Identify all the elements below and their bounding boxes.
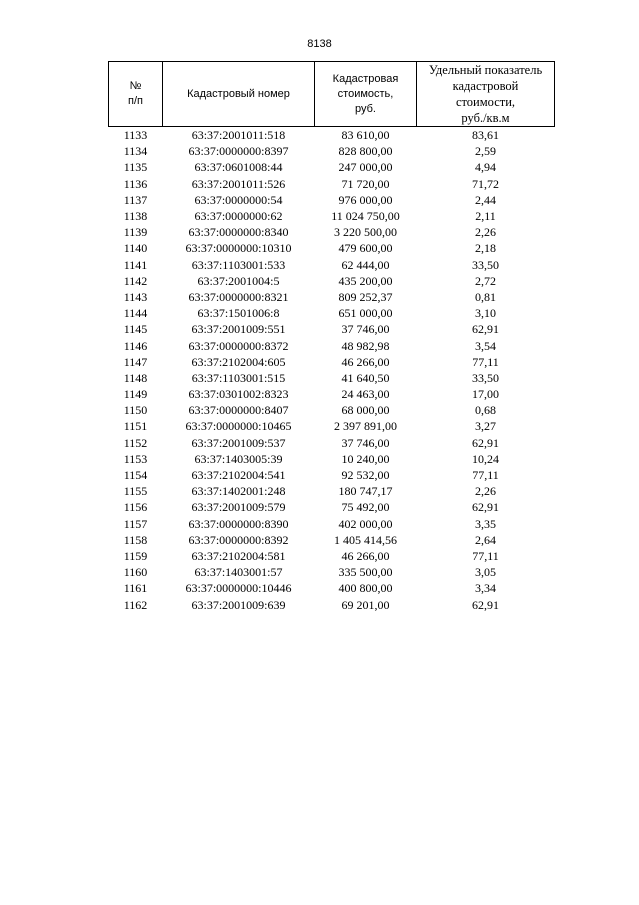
cell-cadastral-number: 63:37:2001004:5 <box>197 273 280 288</box>
cell-specific-value: 77,11 <box>472 548 499 563</box>
cell-number: 1162 <box>123 597 148 612</box>
cell-specific-value: 2,26 <box>475 225 496 240</box>
cell-number: 1140 <box>123 241 148 256</box>
cell-number: 1152 <box>123 435 148 450</box>
cell-cadastral-number: 63:37:0000000:8321 <box>188 289 289 304</box>
cell-specific-value: 62,91 <box>472 435 499 450</box>
header-row <box>109 62 555 127</box>
cell-cadastral-number: 63:37:0000000:10446 <box>185 581 292 596</box>
table-row <box>109 321 555 337</box>
table-row <box>109 143 555 159</box>
cell-specific-value: 2,18 <box>475 241 496 256</box>
table-row <box>109 224 555 240</box>
cell-cadastral-value: 48 982,98 <box>341 338 390 353</box>
table-body <box>109 127 555 613</box>
cell-cadastral-value: 400 800,00 <box>338 581 393 596</box>
cell-number: 1159 <box>123 548 148 563</box>
cell-number: 1133 <box>123 128 148 143</box>
cell-cadastral-number: 63:37:0301002:8323 <box>188 387 289 402</box>
cell-specific-value: 33,50 <box>472 370 499 385</box>
cell-cadastral-number: 63:37:2102004:541 <box>191 468 286 483</box>
cell-number: 1146 <box>123 338 148 353</box>
cell-cadastral-number: 63:37:2102004:605 <box>191 354 286 369</box>
table-row <box>109 516 555 532</box>
cell-number: 1153 <box>123 451 148 466</box>
cell-specific-value: 77,11 <box>472 468 499 483</box>
cell-number: 1134 <box>123 144 148 159</box>
cell-specific-value: 2,11 <box>475 209 496 224</box>
cell-specific-value: 2,26 <box>475 484 496 499</box>
cell-specific-value: 33,50 <box>472 257 499 272</box>
cell-cadastral-value: 651 000,00 <box>338 306 393 321</box>
table-row <box>109 354 555 370</box>
cell-specific-value: 3,35 <box>475 516 496 531</box>
cell-cadastral-number: 63:37:2001009:551 <box>191 322 286 337</box>
cell-cadastral-value: 41 640,50 <box>341 370 390 385</box>
cadastral-table <box>108 61 555 613</box>
table-row <box>109 240 555 256</box>
cell-cadastral-number: 63:37:0000000:8392 <box>188 532 289 547</box>
cell-number: 1136 <box>123 176 148 191</box>
cell-number: 1151 <box>123 419 148 434</box>
cell-number: 1160 <box>123 565 148 580</box>
cell-number: 1141 <box>123 257 148 272</box>
cell-number: 1156 <box>123 500 148 515</box>
cell-specific-value: 2,64 <box>475 532 496 547</box>
table-row <box>109 418 555 434</box>
page-number: 8138 <box>307 38 332 50</box>
cell-cadastral-number: 63:37:1403001:57 <box>194 565 283 580</box>
cell-cadastral-value: 69 201,00 <box>341 597 390 612</box>
cell-specific-value: 83,61 <box>472 128 499 143</box>
cell-specific-value: 62,91 <box>472 322 499 337</box>
cell-cadastral-value: 2 397 891,00 <box>334 419 397 434</box>
cell-cadastral-number: 63:37:0000000:8390 <box>188 516 289 531</box>
cell-number: 1138 <box>123 209 148 224</box>
cell-number: 1144 <box>123 306 148 321</box>
cell-specific-value: 0,68 <box>475 403 496 418</box>
header-cadastral-value: Кадастровая стоимость, руб. <box>315 62 417 127</box>
cell-cadastral-value: 11 024 750,00 <box>331 209 400 224</box>
cell-specific-value: 3,05 <box>475 565 496 580</box>
cell-specific-value: 62,91 <box>472 500 499 515</box>
cell-specific-value: 2,72 <box>475 273 496 288</box>
cell-number: 1158 <box>123 532 148 547</box>
table-row <box>109 580 555 596</box>
cell-cadastral-value: 37 746,00 <box>341 435 390 450</box>
table-row <box>109 483 555 499</box>
cell-specific-value: 62,91 <box>472 597 499 612</box>
cell-number: 1143 <box>123 289 148 304</box>
cell-cadastral-number: 63:37:0000000:8397 <box>188 144 289 159</box>
table-row <box>109 596 555 612</box>
cell-cadastral-value: 83 610,00 <box>341 128 390 143</box>
cell-cadastral-number: 63:37:0000000:62 <box>194 209 283 224</box>
cell-cadastral-number: 63:37:0000000:10310 <box>185 241 292 256</box>
cell-specific-value: 17,00 <box>472 387 499 402</box>
cell-number: 1150 <box>123 403 148 418</box>
cell-cadastral-number: 63:37:2001009:537 <box>191 435 286 450</box>
table-row <box>109 337 555 353</box>
cell-cadastral-value: 10 240,00 <box>341 451 390 466</box>
cell-cadastral-value: 828 800,00 <box>338 144 393 159</box>
cell-cadastral-value: 37 746,00 <box>341 322 390 337</box>
cell-specific-value: 71,72 <box>472 176 499 191</box>
cell-number: 1149 <box>123 387 148 402</box>
table-row <box>109 564 555 580</box>
cell-specific-value: 0,81 <box>475 289 496 304</box>
table-row <box>109 159 555 175</box>
cell-number: 1145 <box>123 322 148 337</box>
cell-cadastral-number: 63:37:2001011:526 <box>191 176 286 191</box>
cell-cadastral-value: 92 532,00 <box>341 468 390 483</box>
cell-cadastral-value: 247 000,00 <box>338 160 393 175</box>
table-header <box>109 62 555 127</box>
cell-cadastral-value: 71 720,00 <box>341 176 390 191</box>
cell-cadastral-number: 63:37:1103001:515 <box>191 370 286 385</box>
table-row <box>109 435 555 451</box>
cell-specific-value: 3,34 <box>475 581 496 596</box>
table-row <box>109 467 555 483</box>
table-row <box>109 289 555 305</box>
cell-number: 1147 <box>123 354 148 369</box>
cell-number: 1161 <box>123 581 148 596</box>
cell-specific-value: 10,24 <box>472 451 499 466</box>
cell-cadastral-value: 479 600,00 <box>338 241 393 256</box>
cell-number: 1135 <box>123 160 148 175</box>
cell-cadastral-value: 46 266,00 <box>341 548 390 563</box>
cell-cadastral-number: 63:37:2001009:579 <box>191 500 286 515</box>
cell-number: 1139 <box>123 225 148 240</box>
cell-cadastral-number: 63:37:2102004:581 <box>191 548 286 563</box>
cell-cadastral-number: 63:37:1403005:39 <box>194 451 283 466</box>
cell-cadastral-value: 180 747,17 <box>338 484 393 499</box>
cell-cadastral-number: 63:37:1402001:248 <box>191 484 286 499</box>
cell-cadastral-value: 3 220 500,00 <box>334 225 397 240</box>
cell-cadastral-value: 435 200,00 <box>338 273 393 288</box>
cell-cadastral-value: 62 444,00 <box>341 257 390 272</box>
table-row <box>109 176 555 192</box>
cell-specific-value: 3,10 <box>475 306 496 321</box>
cell-cadastral-value: 1 405 414,56 <box>334 532 397 547</box>
table-row <box>109 127 555 144</box>
cell-cadastral-number: 63:37:0000000:54 <box>194 192 283 207</box>
cell-cadastral-number: 63:37:0000000:8340 <box>188 225 289 240</box>
table-row <box>109 208 555 224</box>
cell-specific-value: 3,54 <box>475 338 496 353</box>
cell-number: 1154 <box>123 468 148 483</box>
cell-specific-value: 3,27 <box>475 419 496 434</box>
header-number: № п/п <box>109 62 163 127</box>
cell-number: 1142 <box>123 273 148 288</box>
cell-cadastral-value: 75 492,00 <box>341 500 390 515</box>
cell-cadastral-value: 46 266,00 <box>341 354 390 369</box>
table-row <box>109 257 555 273</box>
cell-cadastral-value: 402 000,00 <box>338 516 393 531</box>
table-row <box>109 548 555 564</box>
cell-specific-value: 77,11 <box>472 354 499 369</box>
cell-cadastral-value: 976 000,00 <box>338 192 393 207</box>
cell-cadastral-number: 63:37:0000000:8372 <box>188 338 289 353</box>
cell-specific-value: 4,94 <box>475 160 496 175</box>
table-row <box>109 386 555 402</box>
cell-number: 1157 <box>123 516 148 531</box>
cell-cadastral-number: 63:37:0000000:8407 <box>188 403 289 418</box>
table-row <box>109 499 555 515</box>
table-row <box>109 402 555 418</box>
table-row <box>109 532 555 548</box>
table-row <box>109 305 555 321</box>
table-row <box>109 273 555 289</box>
cell-cadastral-number: 63:37:1103001:533 <box>191 257 286 272</box>
cell-number: 1148 <box>123 370 148 385</box>
header-specific-value: Удельный показатель кадастровой стоимости, руб./кв.м <box>417 62 555 127</box>
cell-cadastral-value: 335 500,00 <box>338 565 393 580</box>
cell-cadastral-number: 63:37:1501006:8 <box>197 306 280 321</box>
cell-number: 1137 <box>123 192 148 207</box>
header-cadastral-number: Кадастровый номер <box>163 62 315 127</box>
cell-cadastral-number: 63:37:2001009:639 <box>191 597 286 612</box>
cell-number: 1155 <box>123 484 148 499</box>
cell-cadastral-number: 63:37:2001011:518 <box>191 128 286 143</box>
cell-specific-value: 2,44 <box>475 192 496 207</box>
table-row <box>109 192 555 208</box>
table-row <box>109 370 555 386</box>
table-row <box>109 451 555 467</box>
cell-cadastral-value: 24 463,00 <box>341 387 390 402</box>
cell-specific-value: 2,59 <box>475 144 496 159</box>
cell-cadastral-number: 63:37:0601008:44 <box>194 160 283 175</box>
cell-cadastral-value: 68 000,00 <box>341 403 390 418</box>
cell-cadastral-number: 63:37:0000000:10465 <box>185 419 292 434</box>
cell-cadastral-value: 809 252,37 <box>338 289 393 304</box>
